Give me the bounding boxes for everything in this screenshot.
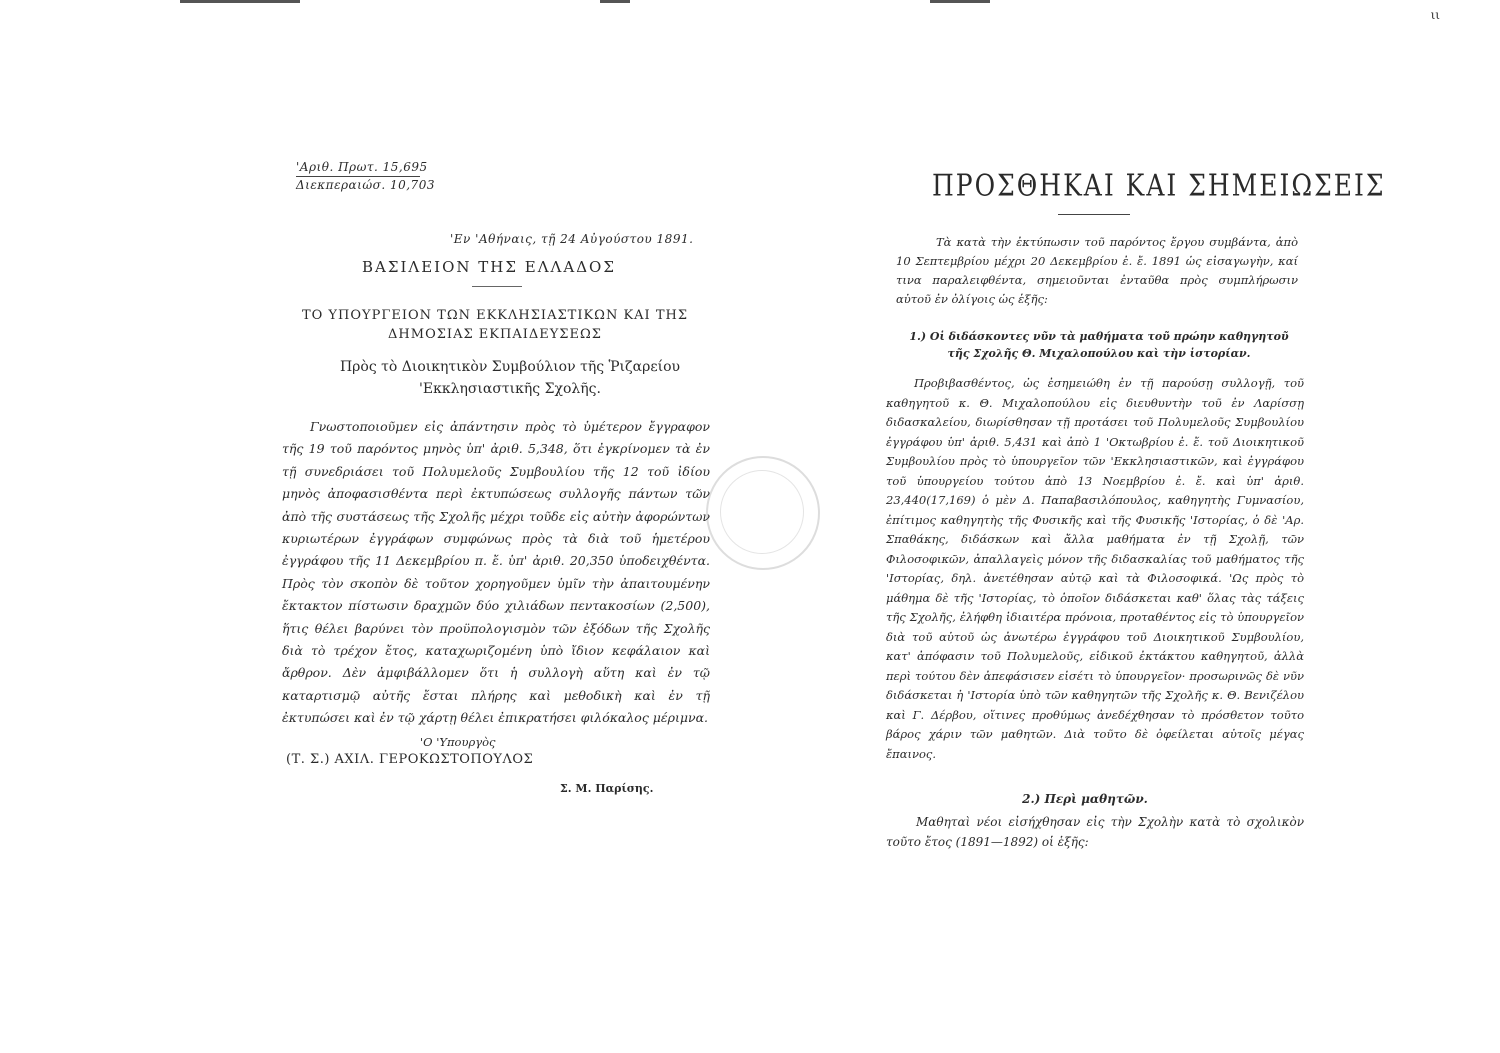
protocol-number: 'Αριθ. Πρωτ. 15,695 — [296, 160, 428, 174]
corner-mark: ιι — [1430, 8, 1440, 22]
intro-paragraph — [896, 233, 1298, 309]
place-date: 'Εν 'Αθήναις, τῇ 24 Αὐγούστου 1891. — [450, 232, 694, 246]
section-1-heading — [894, 328, 1304, 362]
title-rule — [1058, 214, 1130, 215]
section-1-body — [886, 374, 1304, 764]
ministry-line-1: ΤΟ ΥΠΟΥΡΓΕΙΟΝ ΤΩΝ ΕΚΚΛΗΣΙΑΣΤΙΚΩΝ ΚΑΙ ΤΗΣ — [301, 308, 689, 323]
ref-underline — [296, 176, 420, 177]
minister-name: (Τ. Σ.) ΑΧΙΛ. ΓΕΡΟΚΩΣΤΟΠΟΥΛΟΣ — [286, 752, 534, 767]
section-1-text: Προβιβασθέντος, ὡς ἐσημειώθη ἐν τῇ παρούσῃ συλλογῇ, τοῦ καθηγητοῦ κ. Θ. Μιχαλοπούλου εἰς διευθυντὴν τοῦ ἐν Λαρίσσῃ διδασκαλείου, διωρίσθησαν τῇ προτάσει τοῦ Πολυμελοῦς Συμβουλίου ἐγγράφου ὑπ' ἀριθ. 5,431 καὶ ἀπὸ 1 'Οκτωβρίου ἐ. ἔ. τοῦ Διοικητικοῦ Συμβουλίου πρὸς τὸ ὑπουργεῖον τῶν 'Εκκλησιαστικῶν, καὶ ἐγγράφου τοῦ ὑπουργείου τούτου ἀπὸ 13 Νοεμβρίου ἐ. ἔ. καὶ ὑπ' ἀριθ. 23,440(17,169) ὁ μὲν Δ. Παπαβασιλόπουλος, καθηγητὴς Γυμνασίου, ἐπίτιμος καθηγητὴς τῆς Φυσικῆς καὶ τῆς Φυσικῆς 'Ιστορίας, ὁ δὲ 'Αρ. Σπαθάκης, διδάσκων καὶ ἄλλα μαθήματα ἐν τῇ Σχολῇ, τῶν Φιλοσοφικῶν, ἀπαλλαγεὶς μόνον τῆς διδασκαλίας τοῦ μαθήματος τῆς 'Ιστορίας, δηλ. ἀνετέθησαν αὐτῷ καὶ τὰ Φιλοσοφικά. 'Ως πρὸς τὸ μάθημα δὲ τῆς 'Ιστορίας, τὸ ὁποῖον διδάσκεται καθ' ὅλας τὰς τάξεις τῆς Σχολῆς, ἐλήφθη ἰδιαιτέρα πρόνοια, προταθέντος εἰς τὸ ὑπουργεῖον διὰ τοῦ αὐτοῦ ὡς ἀνωτέρω ἐγγράφου τοῦ Διοικητικοῦ Συμβουλίου, κατ' ἀπόφασιν τοῦ Πολυμελοῦς, εἰδικοῦ ἐκτάκτου καθηγητοῦ, ἀλλὰ περὶ τούτου δὲν ἀπεφάσισεν εἰσέτι τὸ ὑπουργεῖον· προσωρινῶς δὲ νῦν διδάσκεται ἡ 'Ιστορία ὑπὸ τῶν καθηγητῶν τῆς Σχολῆς κ. Θ. Βενιζέλου καὶ Γ. Δέρβου, οἵτινες προθύμως ἀνεδέχθησαν τὸ πρόσθετον τοῦτο βάρος χάριν τῶν μαθητῶν. Διὰ τοῦτο δὲ ὀφείλεται αὐτοῖς μέγας ἔπαινος. — [886, 376, 1304, 761]
dispatch-number: Διεκπεραιώσ. 10,703 — [296, 178, 435, 192]
addressee-line-2: 'Εκκλησιαστικῆς Σχολῆς. — [419, 381, 601, 397]
section-2-heading: 2.) Περὶ μαθητῶν. — [1022, 792, 1148, 806]
ministry-line-2: ΔΗΜΟΣΙΑΣ ΕΚΠΑΙΔΕΥΣΕΩΣ — [388, 327, 602, 342]
letter-paragraph: Γνωστοποιοῦμεν εἰς ἀπάντησιν πρὸς τὸ ὑμέτερον ἔγγραφον τῆς 19 τοῦ παρόντος μηνὸς ὑπ' ἀριθ. 5,348, ὅτι ἐγκρίνομεν τὰ ἐν τῇ συνεδριάσει τοῦ Πολυμελοῦς Συμβουλίου τῆς 12 τοῦ ἰδίου μηνὸς ἀποφασισθέντα περὶ ἐκτυπώσεως συλλογῆς πάντων τῶν ἀπὸ τῆς συστάσεως τῆς Σχολῆς μέχρι τοῦδε εἰς αὐτὴν ἀφορώντων κυριωτέρων ἐγγράφων συμφώνως πρὸς τὰ διὰ τοῦ ἡμετέρου ἐγγράφου τῆς 11 Δεκεμβρίου π. ἔ. ὑπ' ἀριθ. 20,350 ὑποδειχθέντα. Πρὸς τὸν σκοπὸν δὲ τοῦτον χορηγοῦμεν ὑμῖν τὴν ἀπαιτουμένην ἔκτακτον πίστωσιν δραχμῶν δύο χιλιάδων πεντακοσίων (2,500), ἥτις θέλει βαρύνει τὸν προϋπολογισμὸν τῶν ἐξόδων τῆς Σχολῆς διὰ τὸ τρέχον ἔτος, καταχωριζομένη ὑπὸ ἴδιον κεφάλαιον καὶ ἄρθρον. Δὲν ἀμφιβάλλομεν ὅτι ἡ συλλογὴ αὕτη καὶ ἐν τῷ καταρτισμῷ αὐτῆς ἔσται πλήρης καὶ μεθοδικὴ καὶ ἐν τῇ ἐκτυπώσει καὶ ἐν τῷ χάρτῃ θέλει ἐπικρατήσει φιλόκαλος μέριμνα. — [282, 419, 710, 726]
letter-body — [282, 416, 710, 730]
right-page — [760, 0, 1500, 1053]
kingdom-heading: ΒΑΣΙΛΕΙΟΝ ΤΗΣ ΕΛΛΑΔΟΣ — [362, 258, 616, 276]
section-2-text: Μαθηταὶ νέοι εἰσήχθησαν εἰς τὴν Σχολὴν κατὰ τὸ σχολικὸν τοῦτο ἔτος (1891—1892) οἱ ἑξῆς: — [886, 815, 1304, 849]
section-1-heading-line-1: 1.) Οἱ διδάσκοντες νῦν τὰ μαθήματα τοῦ πρώην καθηγητοῦ — [909, 330, 1289, 343]
section-1-heading-line-2: τῆς Σχολῆς Θ. Μιχαλοπούλου καὶ τὴν ἱστορίαν. — [947, 347, 1251, 360]
section-2-body — [886, 812, 1304, 852]
minister-title: 'Ο 'Υπουργὸς — [420, 735, 496, 749]
section-title: ΠΡΟΣΘΗΚΑΙ ΚΑΙ ΣΗΜΕΙΩΣΕΙΣ — [932, 168, 1386, 203]
intro-text: Τὰ κατὰ τὴν ἐκτύπωσιν τοῦ παρόντος ἔργου συμβάντα, ἀπὸ 10 Σεπτεμβρίου μέχρι 20 Δεκεμβρίου ἐ. ἔ. 1891 ὡς εἰσαγωγὴν, καί τινα παραλειφθέντα, σημειοῦνται ἐνταῦθα πρὸς συμπλήρωσιν αὐτοῦ ἐν ὀλίγοις ὡς ἑξῆς: — [896, 235, 1298, 306]
copy-signature: Σ. Μ. Παρίσης. — [560, 782, 654, 795]
heading-rule — [472, 286, 522, 287]
addressee — [330, 356, 690, 400]
addressee-line-1: Πρὸς τὸ Διοικητικὸν Συμβούλιον τῆς Ῥιζαρείου — [339, 359, 681, 375]
ministry-heading — [290, 306, 700, 344]
